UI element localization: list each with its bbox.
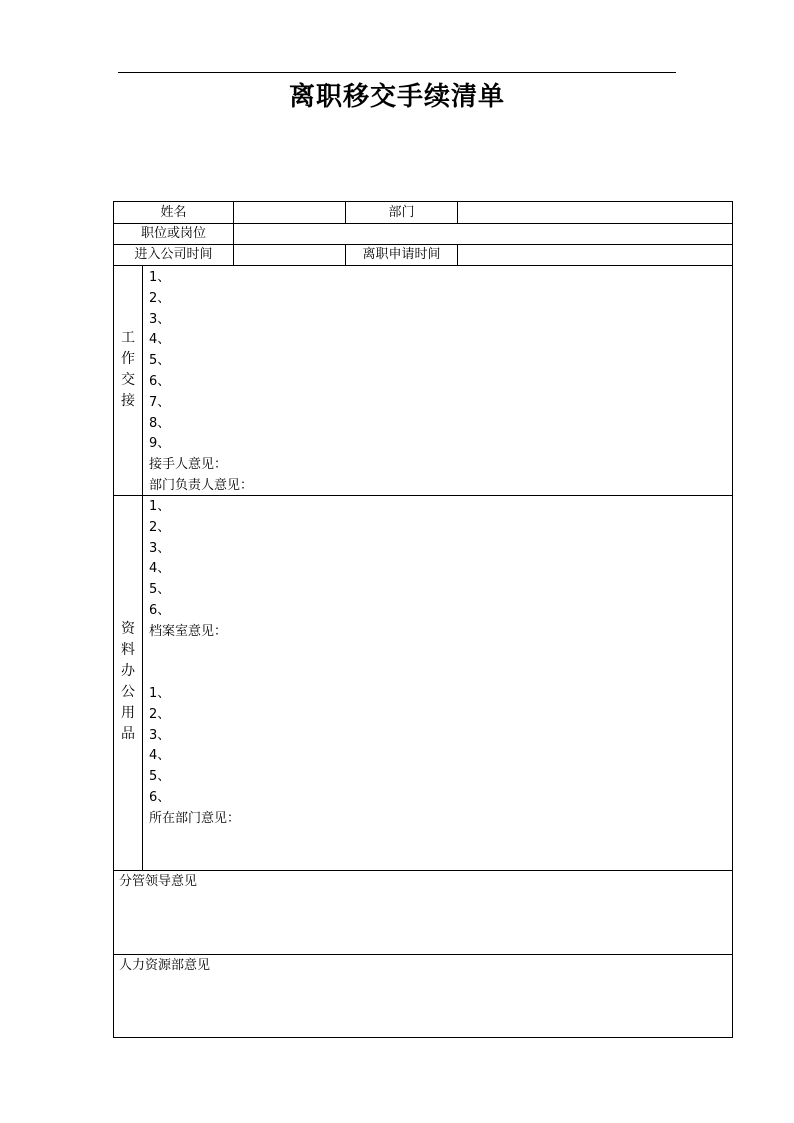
leader-opinion-label: 分管领导意见	[119, 874, 198, 889]
label-char: 交	[121, 372, 135, 388]
row-divider	[114, 265, 732, 266]
work-handover-list	[149, 268, 253, 497]
list-item: 8、	[149, 415, 171, 431]
list-item: 5、	[149, 353, 171, 369]
page-title: 离职移交手续清单	[288, 82, 505, 112]
archive-opinion: 档案室意见：	[149, 623, 228, 639]
name-field[interactable]	[234, 202, 345, 223]
list-item: 5、	[149, 582, 171, 598]
list-item: 9、	[149, 436, 171, 452]
materials-list-a	[149, 497, 227, 643]
materials-list-b	[149, 684, 240, 830]
list-item: 3、	[149, 540, 171, 556]
label-char: 办	[121, 663, 135, 679]
list-item: 5、	[149, 769, 171, 785]
list-item: 2、	[149, 290, 171, 306]
list-item: 6、	[149, 373, 171, 389]
label-char: 接	[121, 393, 135, 409]
list-item: 2、	[149, 706, 171, 722]
receiver-opinion: 接手人意见：	[149, 457, 228, 473]
list-item: 3、	[149, 311, 171, 327]
label-char: 工	[121, 330, 135, 346]
label-char: 作	[121, 351, 135, 367]
list-item: 4、	[149, 748, 171, 764]
list-item: 2、	[149, 519, 171, 535]
dept-head-opinion: 部门负责人意见：	[149, 477, 254, 493]
list-item: 1、	[149, 499, 171, 514]
name-label: 姓名	[160, 205, 187, 220]
resign-date-label: 离职申请时间	[362, 247, 441, 262]
label-char: 用	[121, 705, 135, 721]
position-field[interactable]	[234, 223, 732, 244]
resign-date-field[interactable]	[458, 244, 732, 265]
work-handover-label	[114, 328, 142, 412]
list-item: 4、	[149, 561, 171, 577]
label-char: 品	[121, 726, 135, 742]
entry-date-label: 进入公司时间	[134, 247, 213, 262]
label-char: 料	[121, 642, 135, 658]
dept-field[interactable]	[458, 202, 732, 223]
dept-label: 部门	[388, 205, 415, 220]
row-divider	[114, 870, 732, 871]
dept-opinion: 所在部门意见：	[149, 810, 241, 826]
list-item: 3、	[149, 727, 171, 743]
hr-opinion-label: 人力资源部意见	[119, 958, 211, 973]
list-item: 1、	[149, 686, 171, 701]
list-item: 1、	[149, 270, 171, 285]
list-item: 7、	[149, 394, 171, 410]
row-divider	[114, 954, 732, 955]
list-item: 6、	[149, 602, 171, 618]
handover-form	[113, 201, 733, 1038]
entry-date-field[interactable]	[234, 244, 345, 265]
label-char: 公	[121, 684, 135, 700]
position-label: 职位或岗位	[140, 226, 206, 241]
list-item: 4、	[149, 332, 171, 348]
top-rule	[118, 72, 676, 73]
label-char: 资	[121, 621, 135, 637]
col-divider	[142, 265, 143, 870]
list-item: 6、	[149, 789, 171, 805]
materials-label	[114, 619, 142, 745]
